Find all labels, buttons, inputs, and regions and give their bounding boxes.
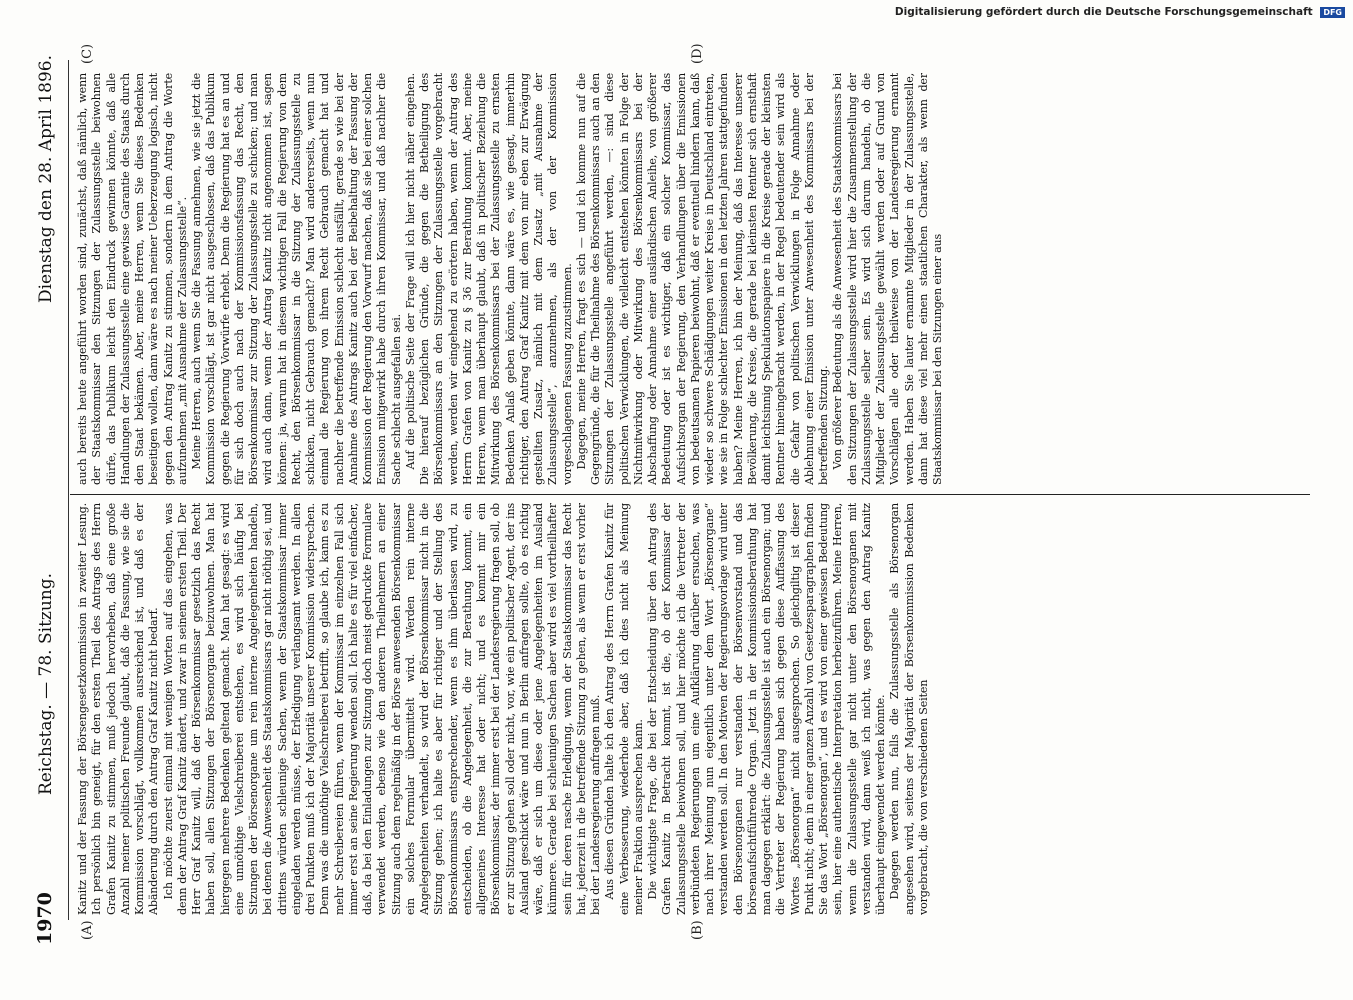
digitization-note: Digitalisierung gefördert durch die Deutsche Forschungsgemeinschaft bbox=[894, 6, 1313, 18]
paragraph: Ich möchte zuerst einmal mit wenigen Worten auf das eingehen, was denn der Antrag Graf Kanitz ändert, und zwar in seinem ersten Theil. Der Herr Graf Kanitz will, daß der Börsenkommissar gesetzlich das Recht haben soll, allen Sitzungen der Börsenorgane beizuwohnen. Man hat hiergegen mehrere Bedenken geltend gemacht. Man hat gesagt: es wird eine unnöthige Vielschreiberei entstehen, es wird sich häufig bei Sitzungen der Börsenorgane um rein interne Angelegenheiten handeln, bei denen die Anwesenheit des Staatskommissars gar nicht nöthig sei, und drittens würden schleunige Sachen, wenn der Staatskommissar immer eingeladen werden müsse, der Erledigung verlangsamt werden. In allen drei Punkten muß ich der Majorität unserer Kommission widersprechen. Denn was die unnöthige Vielschreiberei betrifft, so glaube ich, kann es zu mehr Schreibereien führen, wenn der Kommissar im einzelnen Fall sich immer erst an seine Regierung wenden soll. Ich halte es für viel einfacher, daß, da bei den Einladungen zur Sitzung doch meist gedruckte Formulare verwendet werden, ebenso wie den anderen Theilnehmern an einer Sitzung auch dem regelmäßig in der Börse anwesenden Börsenkommissar ein solches Formular übermittelt wird. Werden rein interne Angelegenheiten verhandelt, so wird der Börsenkommissar nicht in die Sitzung gehen; ich halte es aber für richtiger und der Stellung des Börsenkommissars entsprechender, wenn es ihm überlassen wird, zu entscheiden, ob die Angelegenheit, die zur Berathung kommt, ein allgemeines Interesse hat oder nicht; und es kommt mir ein Börsenkommissar, der immer erst bei der Landesregierung fragen soll, ob er zur Sitzung gehen soll oder nicht, vor, wie ein politischer Agent, der ins Ausland geschickt wäre und nun in Berlin anfragen sollte, ob es richtig wäre, daß er sich um diese oder jene Angelegenheiten im Ausland kümmere. Gerade bei schleunigen Sachen aber wird es viel vortheilhafter sein für deren rasche Erledigung, wenn der Staatskommissar das Recht hat, jederzeit in die betreffende Sitzung zu gehen, als wenn er erst vorher bei der Landesregierung anfragen muß. bbox=[161, 503, 602, 915]
header-rule bbox=[68, 60, 69, 920]
header-right-title: Dienstag den 28. April 1896. bbox=[36, 55, 56, 304]
paragraph: Dagegen, meine Herren, fragt es sich — und ich komme nun auf die Gegengründe, die für die Theilnahme des Börsenkommissars auch an den Sitzungen der Zulassungsstelle angeführt werden, —: sind diese politischen Verwicklungen, die vielleicht entstehen könnten in Folge der Nichtmitwirkung oder Mitwirkung des Börsenkommissars bei der Abschaffung oder Annahme einer ausländischen Anleihe, von größerer Bedeutung oder ist es wichtiger, daß ein solcher Kommissar, das Aufsichtsorgan der Regierung, den Verhandlungen über die Emissionen von bedeutsamen Papieren beiwohnt, daß er eventuell hindern kann, daß wieder so schwere Schädigungen weiter Kreise in Deutschland eintreten, wie sie in Folge schlechter Emissionen in den letzten Jahren stattgefunden haben? Meine Herren, ich bin der Meinung, daß das Interesse unserer Bevölkerung, die Kreise, die gerade bei kleinsten Rentner sich ernsthaft damit leichtsinnig Spekulationspapiere in die Kreise gerade der kleinsten Rentner hineingebracht werden, in der Regel bedeutender sein wird als die Gefahr von politischen Verwicklungen in Folge Annahme oder Ablehnung einer Emission unter Anwesenheit des Kommissars bei der betreffenden Sitzung. bbox=[574, 73, 830, 485]
header-left-title: Reichstag. — 78. Sitzung. bbox=[36, 572, 56, 795]
text-column-left bbox=[76, 503, 1310, 915]
paragraph: Kanitz und der Fassung der Börsengesetzkommission in zweiter Lesung. Ich persönlich bin geneigt, für den ersten Theil des Antrags des Herrn Grafen Kanitz zu stimmen, muß jedoch hervorheben, daß eine große Anzahl meiner politischen Freunde glaubt, daß die Fassung, wie sie die Kommission vorschlägt, vollkommen ausreichend ist, und daß es der Abänderung durch den Antrag Graf Kanitz nicht bedarf. bbox=[76, 503, 161, 915]
margin-letter-a: (A) bbox=[80, 920, 95, 940]
paragraph: Die wichtigste Frage, die bei der Entscheidung über den Antrag des Grafen Kanitz in Betracht kommt, ist die, ob der Kommissar der Zulassungsstelle beiwohnen soll, und hier möchte ich die Vertreter der verbündeten Regierungen um eine Aufklärung darüber ersuchen, was nach ihrer Meinung nun eigentlich unter dem Wort „Börsenorgane“ verstanden werden soll. In den Motiven der Regierungsvorlage wird unter den Börsenorganen nur verstanden der Börsenvorstand und das börsenaufsichtführende Organ. Jetzt in der Kommissionsberathung hat man dagegen erklärt: die Zulassungsstelle ist auch ein Börsenorgan; und die Vertreter der Regierung haben sich gegen diese Auffassung des Wortes „Börsenorgan“ nicht ausgesprochen. So gleichgiltig ist dieser Punkt nicht; denn in einer ganzen Anzahl von Gesetzesparagraphen finden Sie das Wort „Börsenorgan“, und es wird von einer gewissen Bedeutung sein, hier eine authentische Interpretation herbeizuführen. Meine Herren, wenn die Zulassungsstelle gar nicht unter den Börsenorganen mit verstanden wird, dann weiß ich nicht, was gegen den Antrag Kanitz überhaupt eingewendet werden könnte. bbox=[646, 503, 887, 915]
dfg-logo: DFG bbox=[1320, 7, 1345, 18]
running-header bbox=[28, 55, 68, 945]
margin-letter-c: (C) bbox=[80, 43, 95, 64]
paragraph: Aus diesen Gründen halte ich den Antrag des Herrn Grafen Kanitz für eine Verbesserung, wiederhole aber, daß ich dies nicht als Meinung meiner Fraktion aussprechen kann. bbox=[603, 503, 645, 915]
text-column-right bbox=[76, 73, 1310, 485]
page-number: 1970 bbox=[34, 892, 56, 945]
paragraph: Auf die politische Seite der Frage will ich hier nicht näher eingehen. Die hierauf bezüglichen Gründe, die gegen die Betheiligung des Börsenkommissars an den Sitzungen der Zulassungsstelle vorgebracht werden, werden wir eingehend zu erörtern haben, wenn der Antrag des Herrn Grafen von Kanitz zu § 36 zur Berathung kommt. Aber, meine Herren, wenn man überhaupt glaubt, daß in politischer Beziehung die Mitwirkung des Börsenkommissars bei der Zulassungsstelle zu ernsten Bedenken Anlaß geben könnte, dann wäre es, wie gesagt, immerhin richtiger, den Antrag Graf Kanitz mit dem von mir eben zur Erwägung gestellten Zusatz, nämlich mit dem Zusatz „mit Ausnahme der Zulassungsstelle“, anzunehmen, als der von der Kommission vorgeschlagenen Fassung zuzustimmen. bbox=[403, 73, 574, 485]
paragraph: Meine Herren, auch wenn Sie die Fassung annehmen, wie sie jetzt die Kommission vorschlägt, ist gar nicht ausgeschlossen, daß das Publikum gegen die Regierung Vorwürfe erhebt. Denn die Regierung hat es an und für sich doch auch nach der Kommissionsfassung das Recht, den Börsenkommissar zur Sitzung der Zulassungsstelle zu schicken; und man wird auch dann, wenn der Antrag Kanitz nicht angenommen ist, sagen können: ja, warum hat in diesem wichtigen Fall die Regierung von dem Recht, den Börsenkommissar in die Sitzung der Zulassungsstelle zu schicken, nicht Gebrauch gemacht? Man wird andererseits, wenn nun einmal die Regierung von ihrem Recht Gebrauch gemacht hat und nachher die betreffende Emission schlecht ausfällt, gerade so wie bei der Annahme des Antrags Kanitz auch bei der Beibehaltung der Fassung der Kommission der Regierung den Vorwurf machen, daß sie bei einer solchen Emission mitgewirkt habe durch ihren Kommissar, und daß nachher die Sache schlecht ausgefallen sei. bbox=[190, 73, 403, 485]
column-divider bbox=[70, 494, 1310, 495]
margin-letter-b: (B) bbox=[690, 920, 705, 940]
paragraph: auch bereits heute angeführt worden sind, zunächst, daß nämlich, wenn der Staatskommissar den Sitzungen der Zulassungsstelle beiwohnen dürfe, das Publikum leicht den Eindruck gewinnen könnte, daß alle Handlungen der Zulassungsstelle eine gewisse Garantie des Staats durch den Staat bekämen. Aber, meine Herren, wenn Sie dieses Bedenken beseitigen wollen, dann wäre es nach meiner Ueberzeugung logisch, nicht gegen den Antrag Kanitz zu stimmen, sondern in dem Antrag die Worte aufzunehmen „mit Ausnahme der Zulassungsstelle“. bbox=[76, 73, 189, 485]
margin-letter-d: (D) bbox=[690, 43, 705, 64]
paragraph: Von größerer Bedeutung als die Anwesenheit des Staatskommissars bei den Sitzungen der Zulassungsstelle wird hier die Zusammenstellung der Zulassungsstelle selber sein. Es wird sich darum handeln, ob die Mitglieder der Zulassungsstelle gewählt werden oder auf Grund von Vorschlägen alle oder theilweise von der Landesregierung ernannt werden. Haben Sie lauter ernannte Mitglieder in der Zulassungsstelle, dann hat diese viel mehr einen staatlichen Charakter, als wenn der Staatskommissar bei den Sitzungen einer aus bbox=[831, 73, 944, 485]
paragraph: Dagegen werden nun, falls die Zulassungsstelle als Börsenorgan angesehen wird, seitens der Majorität der Börsenkommission Bedenken vorgebracht, die von verschiedenen Seiten bbox=[888, 503, 930, 915]
